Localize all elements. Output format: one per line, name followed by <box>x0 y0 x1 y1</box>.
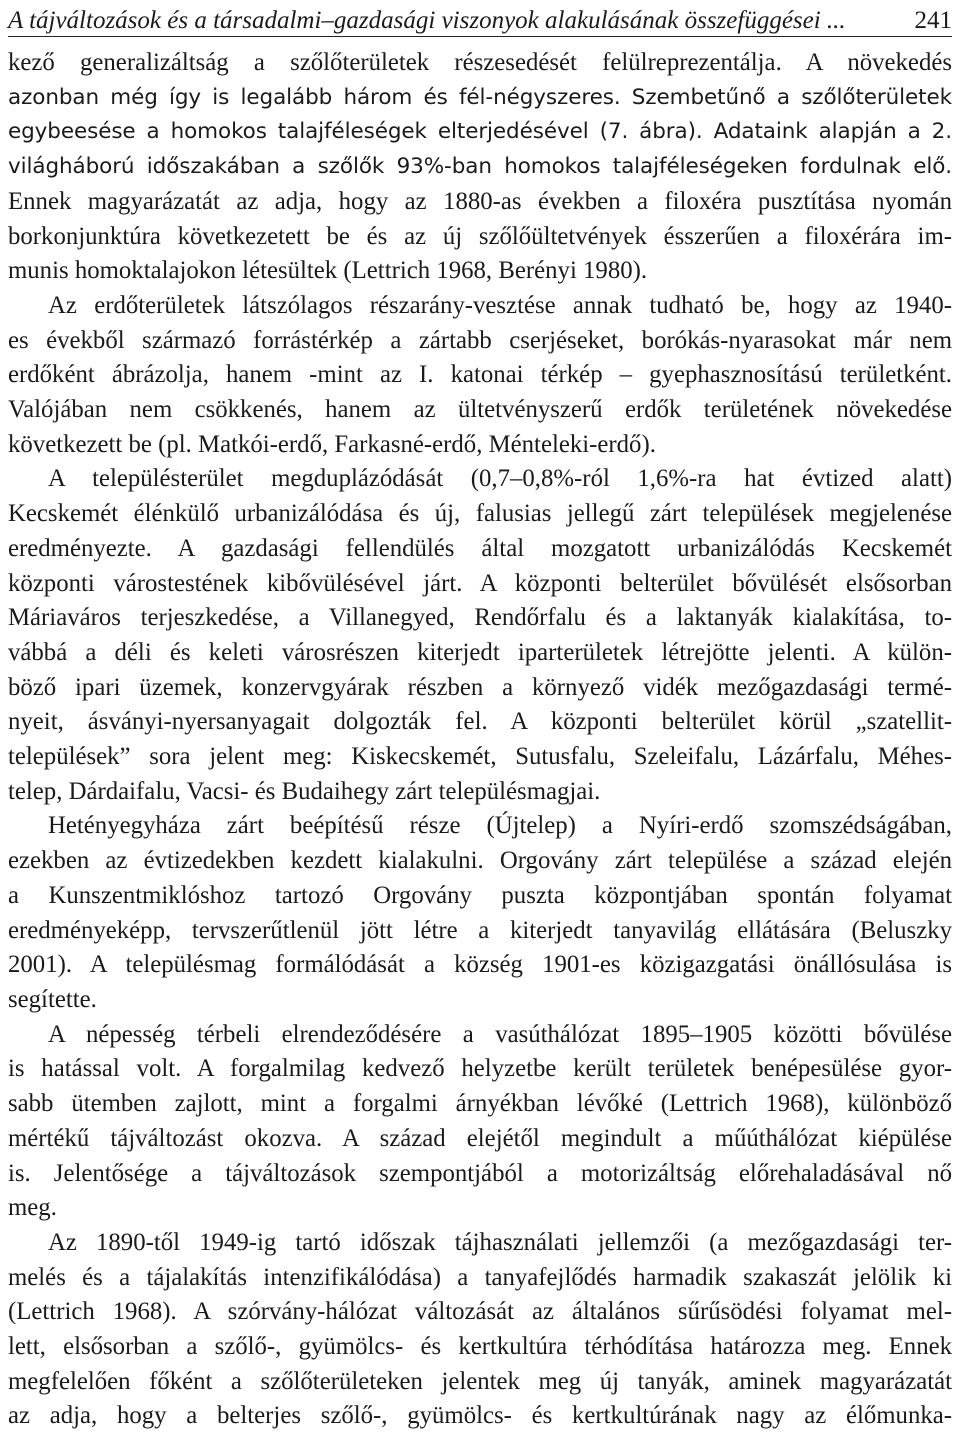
paragraph-2 <box>8 289 952 463</box>
text-line: Az erdőterületek látszólagos részarány-vesztése annak tudható be, hogy az 1940- <box>48 291 952 319</box>
text-line: következett be (pl. Matkói-erdő, Farkasné-erdő, Ménteleki-erdő). <box>8 430 656 458</box>
text-line: munis homoktalajokon létesültek (Lettrich 1968, Berényi 1980). <box>8 257 648 285</box>
text-line: es évekből származó forrástérkép a zártabb cserjéseket, borókás-nyarasokat már nem <box>8 326 952 354</box>
text-line: meg. <box>8 1194 57 1222</box>
text-line: megfelelően főként a szőlőterületeken jelentek meg új tanyák, aminek magyarázatát <box>8 1367 952 1395</box>
text-line: települések” sora jelent meg: Kiskecskemét, Sutusfalu, Szeleifalu, Lázárfalu, Méhes- <box>8 743 952 771</box>
text-line: központi várostestének kibővülésével járt. A központi belterület bővülését elsősorban <box>8 569 952 597</box>
text-line: (Lettrich 1968). A szórvány-hálózat változását az általános sűrűsödési folyamat mel- <box>8 1298 952 1326</box>
text-line: mértékű tájváltozást okozva. A század elejétől megindult a műúthálózat kiépülése <box>8 1124 952 1152</box>
text-line: A népesség térbeli elrendeződésére a vasúthálózat 1895–1905 közötti bővülése <box>48 1020 952 1048</box>
text-line: segítette. <box>8 985 97 1013</box>
text-line: az adja, hogy a belterjes szőlő-, gyümölcs- és kertkultúrának nagy az élőmunka- <box>8 1402 952 1430</box>
text-line: eredményezte. A gazdasági fellendülés által mozgatott urbanizálódás Kecskemét <box>8 534 952 562</box>
text-line: vábbá a déli és keleti városrészen kiterjedt iparterületek létrejötte jelenti. A külön- <box>8 638 952 666</box>
text-line: melés és a tájalakítás intenzifikálódása) a tanyafejlődés harmadik szakaszát jelölik ki <box>8 1263 952 1291</box>
text-line: borkonjunktúra következetett be és az új szőlőültetvények ésszerűen a filoxérára im- <box>8 222 952 250</box>
paragraph-4 <box>8 809 952 1017</box>
paragraph-3 <box>8 462 952 809</box>
paragraph-1 <box>8 46 952 289</box>
page-number: 241 <box>914 7 952 34</box>
text-line: eredményeképp, tervszerűtlenül jött létre a kiterjedt tanyavilág ellátására (Beluszky <box>8 916 952 944</box>
text-line: Ennek magyarázatát az adja, hogy az 1880-as években a filoxéra pusztítása nyomán <box>8 187 952 215</box>
text-line: ezekben az évtizedekben kezdett kialakulni. Orgovány zárt települése a század elején <box>8 847 952 875</box>
text-line: a Kunszentmiklóshoz tartozó Orgovány puszta központjában spontán folyamat <box>8 881 952 909</box>
text-line: erdőként ábrázolja, hanem -mint az I. katonai térkép – gyephasznosítású területként. <box>8 361 952 389</box>
text-line: 2001). A településmag formálódását a község 1901-es közigazgatási önállósulása is <box>8 951 952 979</box>
text-line: Hetényegyháza zárt beépítésű része (Újtelep) a Nyíri-erdő szomszédságában, <box>48 812 952 840</box>
text-line: nyeit, ásványi-nyersanyagait dolgozták fel. A központi belterület körül „szatellit- <box>8 708 952 736</box>
paragraph-5 <box>8 1018 952 1226</box>
text-line: Valójában nem csökkenés, hanem az ültetvényszerű erdők területének növekedése <box>8 396 952 424</box>
text-line: azonban még így is legalább három és fél-négyszeres. Szembetűnő a szőlőterületek <box>8 84 952 110</box>
text-line: sabb ütemben zajlott, mint a forgalmi árnyékban lévőké (Lettrich 1968), különböző <box>8 1090 952 1118</box>
text-line: Máriaváros terjeszkedése, a Villanegyed, Rendőrfalu és a laktanyák kialakítása, to- <box>8 604 952 632</box>
paragraph-6 <box>8 1226 952 1434</box>
text-line: is hatással volt. A forgalmilag kedvező helyzetbe került területek benépesülése gyor- <box>8 1055 952 1083</box>
text-line: lett, elsősorban a szőlő-, gyümölcs- és kertkultúra térhódítása határozza meg. Ennek <box>8 1333 952 1361</box>
text-line: Kecskemét élénkülő urbanizálódása és új, falusias jellegű zárt települések megjelenése <box>8 500 952 528</box>
text-line: A településterület megduplázódását (0,7–0,8%-ról 1,6%-ra hat évtized alatt) <box>48 465 952 493</box>
text-line: Az 1890-től 1949-ig tartó időszak tájhasználati jellemzői (a mezőgazdasági ter- <box>48 1228 952 1256</box>
text-line: böző ipari üzemek, konzervgyárak részben a környező vidék mezőgazdasági termé- <box>8 673 952 701</box>
body-text <box>8 46 952 1434</box>
text-line: is. Jelentősége a tájváltozások szempontjából a motorizáltság előrehaladásával nő <box>8 1159 952 1187</box>
running-header <box>8 6 952 37</box>
text-line: telep, Dárdaifalu, Vacsi- és Budaihegy zárt településmagjai. <box>8 777 601 805</box>
text-line: kező generalizáltság a szőlőterületek részesedését felülreprezentálja. A növekedés <box>8 49 952 76</box>
text-line: egybeesése a homokos talajféleségek elterjedésével (7. ábra). Adataink alapján a 2. <box>8 119 952 145</box>
running-header-title: A tájváltozások és a társadalmi–gazdasági viszonyok alakulásának összefüggései ... <box>8 7 846 34</box>
text-line: világháború időszakában a szőlők 93%-ban homokos talajféleségeken fordulnak elő. <box>8 154 952 180</box>
